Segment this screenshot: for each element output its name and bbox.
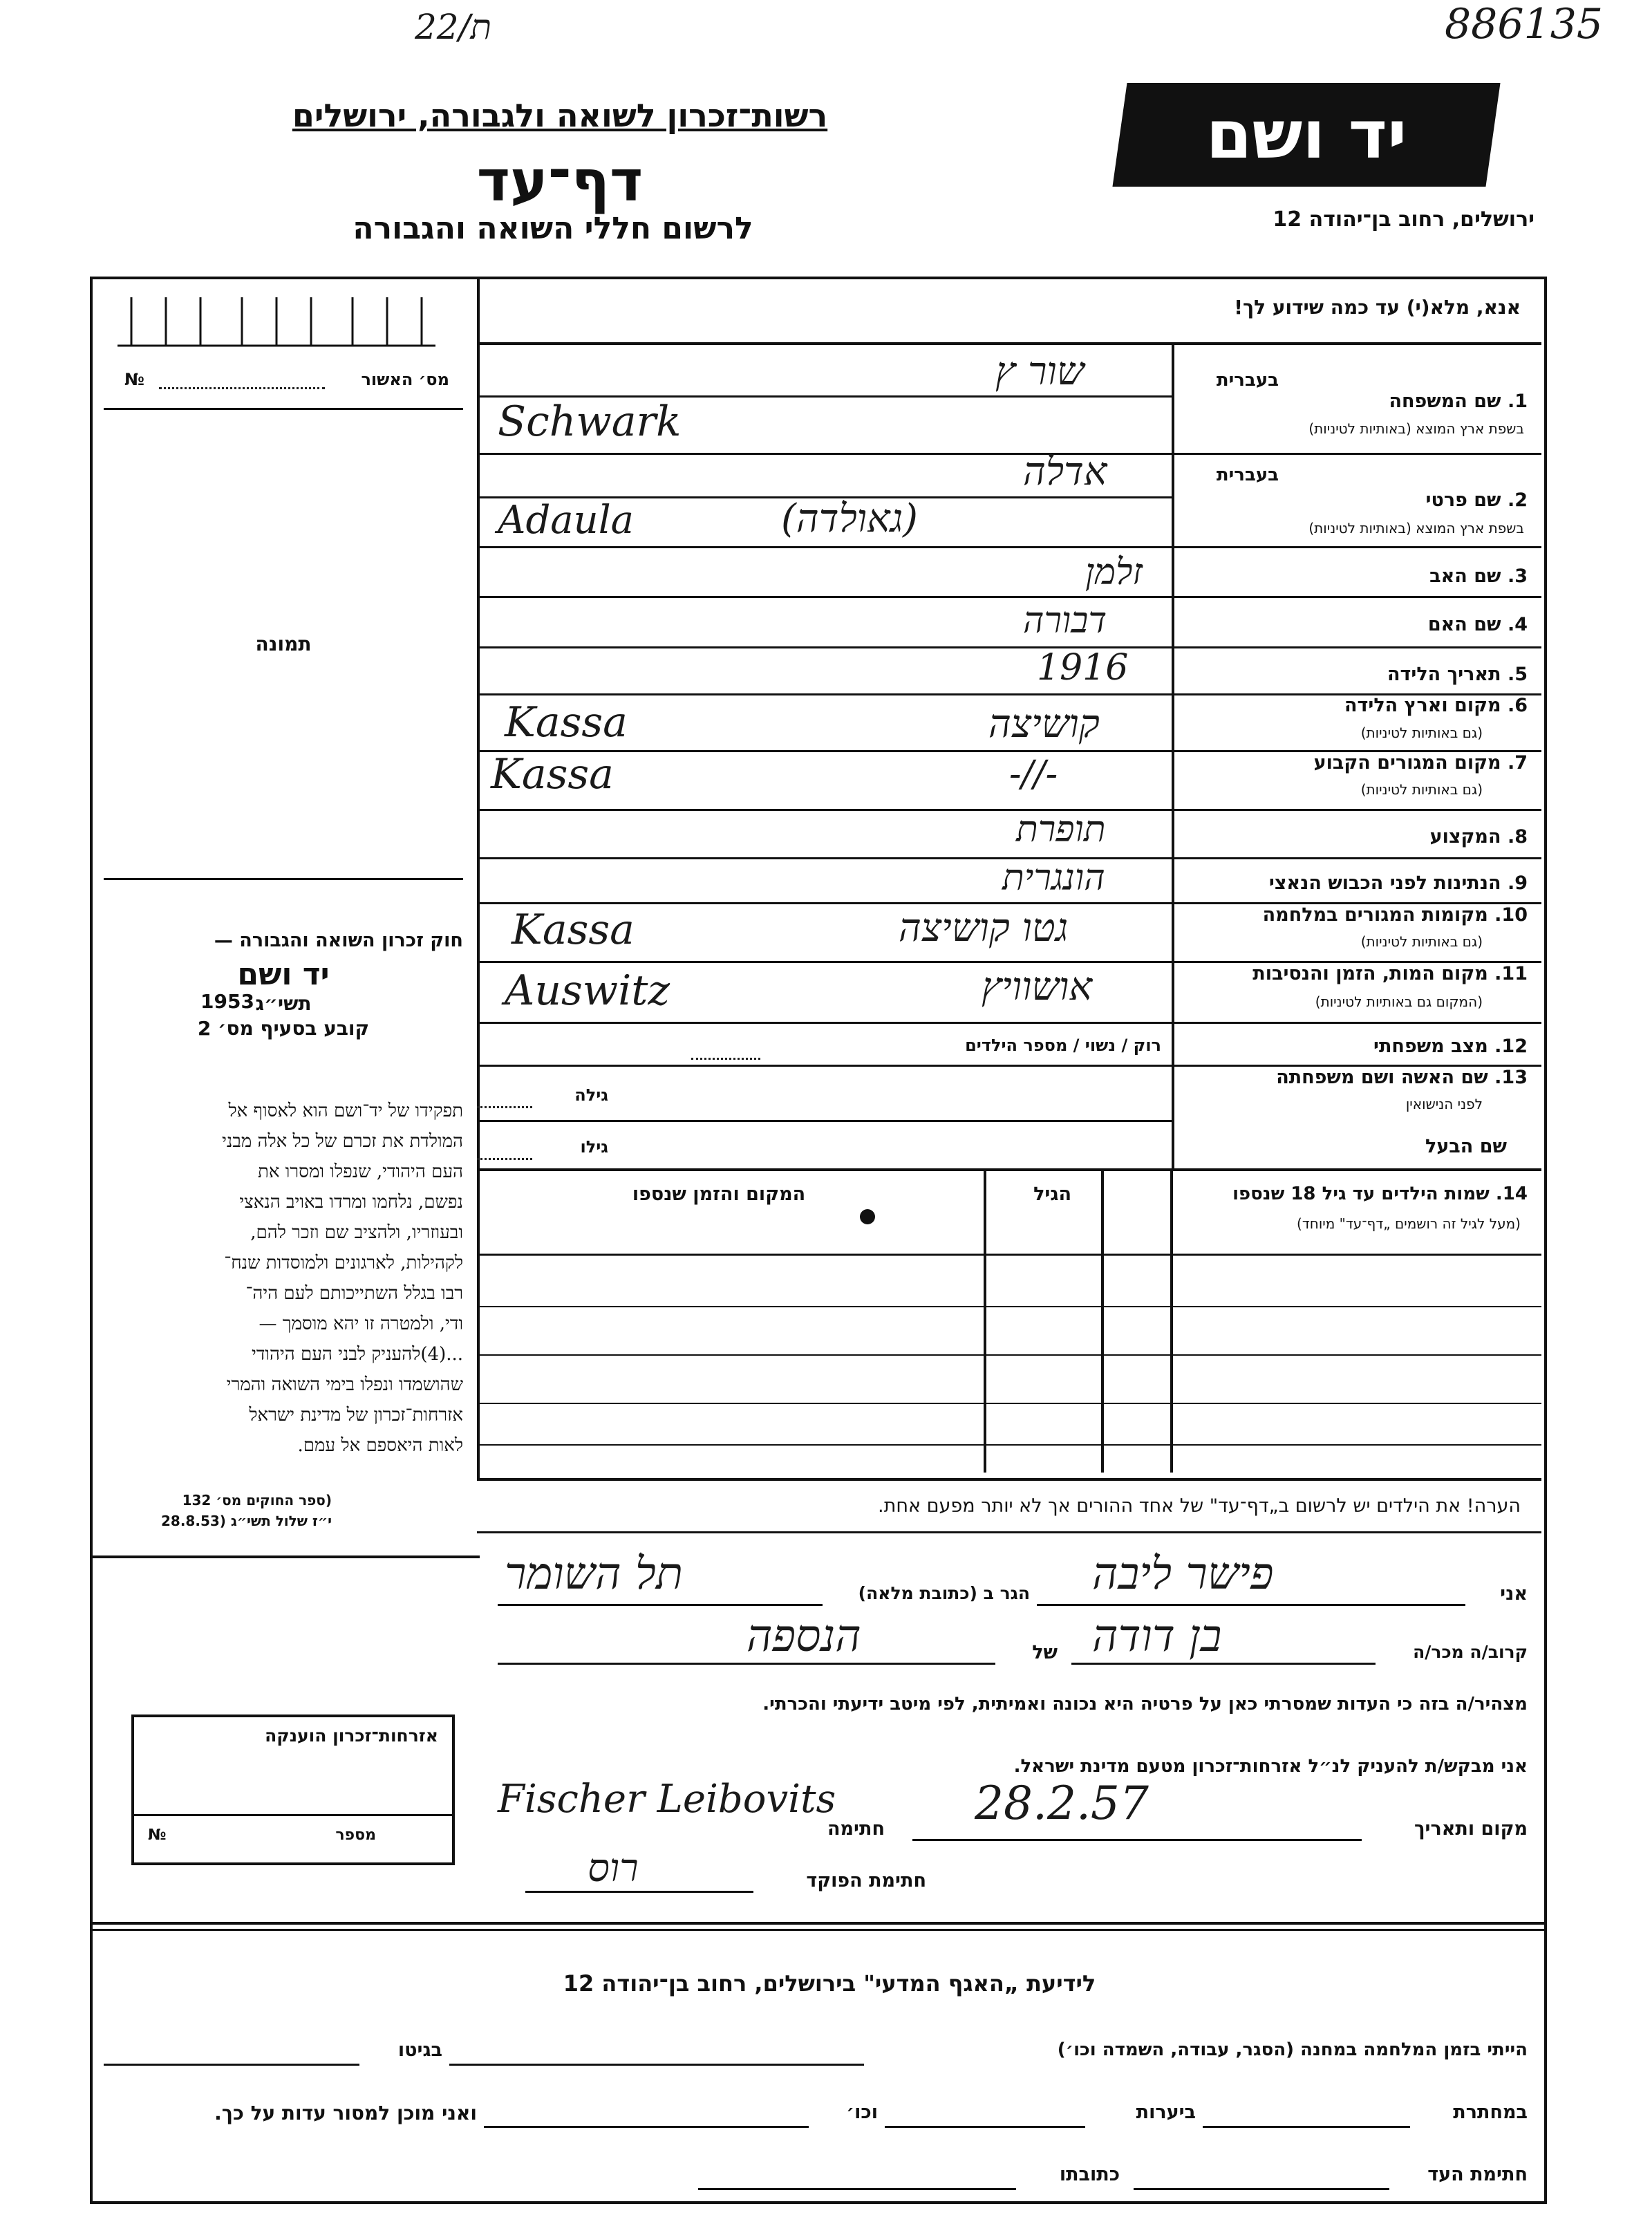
field-8-label xyxy=(1244,826,1528,848)
officer-line xyxy=(525,1891,753,1893)
field-1-latin-value[interactable]: Schwark xyxy=(498,398,682,446)
field-4-value[interactable]: דבורה xyxy=(1023,600,1107,642)
children-sub: (מעל לגיל זה רושמים „דף־עד" מיוחד) xyxy=(1297,1215,1521,1232)
footer-separator-1 xyxy=(90,1922,1544,1925)
footer-line3-field-a xyxy=(1134,2188,1389,2190)
field-12-label xyxy=(1217,1036,1528,1057)
law-year: 1953 xyxy=(200,990,254,1013)
field-4-num: 4. xyxy=(1507,614,1528,635)
approval-underline xyxy=(104,408,463,410)
field-4-text: שם האם xyxy=(1427,614,1501,635)
law-year-heb: תשי״ג xyxy=(255,992,312,1015)
citizenship-number-suffix: № xyxy=(148,1826,167,1844)
field-12-children-count[interactable] xyxy=(691,1058,760,1060)
field-13-age-label: גילה xyxy=(574,1085,608,1105)
law-line: תפקידו של יד־ושם הוא לאסוף אל xyxy=(228,1101,463,1121)
law-source xyxy=(104,1490,332,1531)
footer-title: לידיעת „האגף המדעי" בירושלים, רחוב בן־יהודה 12 xyxy=(563,1970,1096,1997)
citizenship-title: אזרחות־זכרון הוענקה xyxy=(265,1726,438,1746)
footer-line1-field-a xyxy=(449,2064,864,2066)
date-line xyxy=(912,1839,1362,1841)
field-1-sub: בשפת ארץ המוצא (באותיות לטיניות) xyxy=(1308,420,1524,437)
law-line: אזרחות־זכרון של מדינת ישראל xyxy=(249,1405,463,1426)
field-2-label xyxy=(1286,489,1528,511)
field-12-options[interactable]: רוק / נשוי / מספר הילדים xyxy=(965,1036,1161,1055)
law-line: העם היהודי, שנפלו ומסרו את xyxy=(258,1161,463,1182)
field-11-label xyxy=(1189,963,1528,984)
field-8-value[interactable]: תופרת xyxy=(1016,809,1106,850)
field-11-text: מקום המות, הזמן והנסיבות xyxy=(1252,963,1488,984)
form-subtitle: לרשום חללי השואה והגבורה xyxy=(353,211,753,246)
field-6-latin-value[interactable]: Kassa xyxy=(505,698,628,747)
field-7-text: מקום המגורים הקבוע xyxy=(1313,752,1501,774)
top-left-annotation: 22/ת xyxy=(415,7,491,47)
field-3-num: 3. xyxy=(1507,566,1528,587)
husband-label: שם הבעל xyxy=(1425,1136,1507,1157)
field-4-label xyxy=(1244,614,1528,635)
field-5-num: 5. xyxy=(1507,664,1528,685)
logo-text: יד ושם xyxy=(1205,96,1407,174)
form-instruction: אנא, מלא(י) עד כמה שידוע לך! xyxy=(1234,296,1521,319)
children-text: שמות הילדים עד גיל 18 שנספו xyxy=(1232,1184,1490,1204)
citizenship-number-label: מספר xyxy=(335,1826,376,1844)
law-line: ודי, ולמטרה זו יהא מוסמך — xyxy=(259,1314,463,1334)
field-5-value[interactable]: 1916 xyxy=(1037,647,1129,689)
children-table-grid xyxy=(477,1168,1541,1486)
field-1-hebrew-tag: בעברית xyxy=(1216,370,1279,391)
checkbox-strip xyxy=(104,297,449,353)
field-13-sub: לפני הנישואין xyxy=(1405,1096,1483,1112)
field-1-label xyxy=(1286,391,1528,412)
date-value[interactable]: 28.2.57 xyxy=(975,1777,1149,1830)
citizenship-box xyxy=(131,1715,455,1865)
declaration-request: אני מבקש/ת להעניק לנ״ל אזרחות־זכרון מטעם מדינת ישראל. xyxy=(1013,1756,1528,1777)
declarant-name[interactable]: פישר ליבה xyxy=(1092,1549,1274,1600)
field-8-text: המקצוע xyxy=(1429,826,1501,848)
declaration-statement: מצהיר/ה בזה כי העדות שמסרתי כאן על פרטיה היא נכונה ואמיתית, לפי מיטב ידיעתי והכרתי. xyxy=(762,1694,1528,1715)
law-clause: קובע בסעיף מס׳ 2 xyxy=(197,1017,370,1040)
field-2-latin-value[interactable]: Adaula xyxy=(498,498,635,543)
field-5-label xyxy=(1244,664,1528,685)
tick-marks xyxy=(104,297,449,353)
footer-separator-2 xyxy=(90,1929,1544,1931)
approval-number-symbol: № xyxy=(124,370,144,389)
field-9-label xyxy=(1189,872,1528,894)
field-2-num: 2. xyxy=(1507,489,1528,511)
field-2-sub: בשפת ארץ המוצא (באותיות לטיניות) xyxy=(1308,520,1524,536)
field-13-age-input[interactable] xyxy=(477,1106,532,1108)
field-6-num: 6. xyxy=(1507,695,1528,716)
field-6-hebrew-value[interactable]: קושיצה xyxy=(988,702,1100,747)
form-note: הערה! את הילדים יש לרשום ב„דף־עד" של אחד ההורים אך לא יותר מפעם אחת. xyxy=(878,1495,1521,1517)
field-11-latin-value[interactable]: Auswitz xyxy=(505,966,670,1015)
field-1-num: 1. xyxy=(1507,391,1528,412)
field-6-sub: (גם באותיות לטיניות) xyxy=(1360,725,1483,741)
declaration-ani: אני xyxy=(1500,1583,1528,1605)
footer-line3-a: חתימת העד xyxy=(1427,2164,1528,2185)
field-11-sub: (המקום גם באותיות לטיניות) xyxy=(1315,993,1483,1010)
form-title: דף־עד xyxy=(476,149,644,214)
field-1-hebrew-value[interactable]: שור ץ xyxy=(995,349,1085,394)
row-line-1 xyxy=(477,453,1541,455)
field-13-text: שם האשה ושם משפחתה xyxy=(1276,1067,1488,1088)
row-line-3 xyxy=(477,596,1541,598)
field-2-hebrew-value[interactable]: אדלה xyxy=(1023,449,1107,494)
footer-line3-field-b xyxy=(698,2188,1016,2190)
law-source-2: י״ז שלול תשי״ג (28.8.53 xyxy=(161,1513,332,1529)
field-9-text: הנתינות לפני הכבוש הנאצי xyxy=(1268,872,1501,894)
footer-line1-b: בגיטו xyxy=(397,2039,442,2061)
law-line: לקהילות, לארגונים ולמוסדות שנח־ xyxy=(224,1253,463,1273)
field-2-extra-value[interactable]: (גאולדה) xyxy=(781,496,919,541)
declarant-name-line xyxy=(1037,1604,1465,1606)
address-value[interactable]: תל השומר xyxy=(505,1549,683,1600)
place-date-label: מקום ותאריך xyxy=(1414,1818,1528,1840)
approval-number-label: מס׳ האשור xyxy=(361,370,449,389)
field-3-value[interactable]: זלמן xyxy=(1085,552,1143,593)
law-bottom-line xyxy=(90,1555,480,1558)
footer-line2-field-b xyxy=(885,2126,1085,2128)
children-col-place: המקום והזמן שנספו xyxy=(632,1184,806,1205)
field-10-hebrew-value[interactable]: גטו קושיצה xyxy=(899,906,1069,951)
citizenship-bottom-line xyxy=(134,1814,452,1816)
field-12-text: מצב משפחתי xyxy=(1373,1036,1488,1057)
field-10-sub: (גם באותיות לטיניות) xyxy=(1360,933,1483,950)
footer-line2-c: וכו׳ xyxy=(846,2102,878,2123)
officer-label: חתימת הפוקד xyxy=(806,1870,926,1891)
of-label: של xyxy=(1032,1642,1058,1663)
relation-line xyxy=(1071,1663,1376,1665)
photo-label: תמונה xyxy=(255,633,312,655)
field-3-text: שם האב xyxy=(1429,566,1501,587)
field-13-num: 13. xyxy=(1494,1067,1528,1088)
law-line: רבו בגלל השתייכותם לעם היה־ xyxy=(245,1283,463,1304)
field-7-latin-value[interactable]: Kassa xyxy=(491,750,614,798)
photo-bottom-line xyxy=(104,878,463,880)
law-line: ובעוזריו, ולהציב שם וזכר להם, xyxy=(250,1222,463,1243)
footer-line1-field-b xyxy=(104,2064,359,2066)
footer-line2-field-c xyxy=(484,2126,809,2128)
husband-age-label: גילו xyxy=(580,1137,608,1157)
law-title: חוק זכרון השואה והגבורה — xyxy=(214,930,463,951)
officer-value[interactable]: רוס xyxy=(588,1846,639,1891)
label-column-divider xyxy=(1172,342,1174,1168)
law-name: יד ושם xyxy=(237,957,330,992)
field-12-num: 12. xyxy=(1494,1036,1528,1057)
field-10-text: מקומות המגורים במלחמה xyxy=(1262,904,1488,926)
law-block xyxy=(104,930,463,1040)
field-9-value[interactable]: הונגרית xyxy=(1002,857,1105,899)
of-line xyxy=(498,1663,995,1665)
field-2-text: שם פרטי xyxy=(1425,489,1501,511)
address-label: הגר ב (כתובת מלאה) xyxy=(858,1583,1030,1603)
signature-value[interactable]: Fischer Leibovits xyxy=(498,1777,836,1822)
field-5-text: תאריך הלידה xyxy=(1387,664,1501,685)
row-line-2 xyxy=(477,546,1541,548)
field-13-label xyxy=(1189,1067,1528,1088)
row-line-7 xyxy=(477,809,1541,811)
children-col-age: הגיל xyxy=(1033,1184,1071,1205)
relation-value[interactable]: בן דודה xyxy=(1092,1611,1222,1662)
footer-line3-b: כתובתו xyxy=(1059,2164,1120,2185)
field-8-num: 8. xyxy=(1507,826,1528,848)
field-11-num: 11. xyxy=(1494,963,1528,984)
footer-line2-a: במחתרת xyxy=(1453,2102,1528,2123)
address-line xyxy=(498,1604,823,1606)
instruction-underline xyxy=(477,342,1541,345)
law-line: שהושמדו ונפלו בימי השואה והמרי xyxy=(226,1374,463,1395)
row-line-4 xyxy=(477,646,1541,648)
children-num: 14. xyxy=(1495,1184,1528,1204)
field-1-text: שם המשפחה xyxy=(1389,391,1501,412)
row-line-13 xyxy=(477,1120,1172,1122)
field-2-hebrew-tag: בעברית xyxy=(1216,465,1279,485)
footer-line2-d: ואני מוכן למסור עדות על כך. xyxy=(214,2102,477,2124)
row-line-11 xyxy=(477,1022,1541,1024)
field-6-label xyxy=(1217,695,1528,716)
authority-line: רשות־זכרון לשואה ולגבורה, ירושלים xyxy=(292,97,828,134)
header-address: ירושלים, רחוב בן־יהודה 12 xyxy=(1273,207,1534,232)
law-line: נפשם, נלחמו ומרדו באויב הנאצי xyxy=(239,1192,463,1213)
field-10-latin-value[interactable]: Kassa xyxy=(511,906,635,954)
field-10-label xyxy=(1189,904,1528,926)
field-7-num: 7. xyxy=(1507,752,1528,774)
husband-age-input[interactable] xyxy=(477,1158,532,1160)
approval-number-field[interactable] xyxy=(159,387,325,389)
field-7-sub: (גם באותיות לטיניות) xyxy=(1360,781,1483,798)
law-line: ...(4)להעניק לבני העם היהודי xyxy=(252,1344,463,1365)
field-7-label xyxy=(1217,752,1528,774)
signature-label: חתימה xyxy=(827,1818,885,1840)
law-line: לאות היאספם אל עמם. xyxy=(297,1435,463,1456)
law-line: המולדת את זכרם של כל אלה מבני xyxy=(222,1131,463,1152)
footer-line2-field-a xyxy=(1203,2126,1410,2128)
field-6-text: מקום וארץ הלידה xyxy=(1344,695,1501,716)
law-body xyxy=(97,1096,463,1461)
note-underline xyxy=(477,1531,1541,1533)
field-9-num: 9. xyxy=(1507,872,1528,894)
footer-line2-b: ביערות xyxy=(1136,2102,1196,2123)
field-11-hebrew-value[interactable]: אושוויץ xyxy=(982,964,1093,1009)
field-7-hebrew-value[interactable]: -//- xyxy=(1009,754,1058,795)
field-3-label xyxy=(1244,566,1528,587)
field-10-num: 10. xyxy=(1494,904,1528,926)
footer-line1-a: הייתי בזמן המלחמה במחנה (הסגר, עבודה, השמדה וכו׳) xyxy=(1057,2039,1528,2060)
relation-label: קרוב/ה מכר/ה xyxy=(1413,1642,1528,1662)
yad-vashem-logo xyxy=(1112,83,1500,187)
of-value[interactable]: הנספה xyxy=(747,1611,861,1662)
law-source-1: (ספר החוקים מס׳ 132 xyxy=(182,1492,332,1508)
top-right-annotation: 886135 xyxy=(1445,0,1604,48)
